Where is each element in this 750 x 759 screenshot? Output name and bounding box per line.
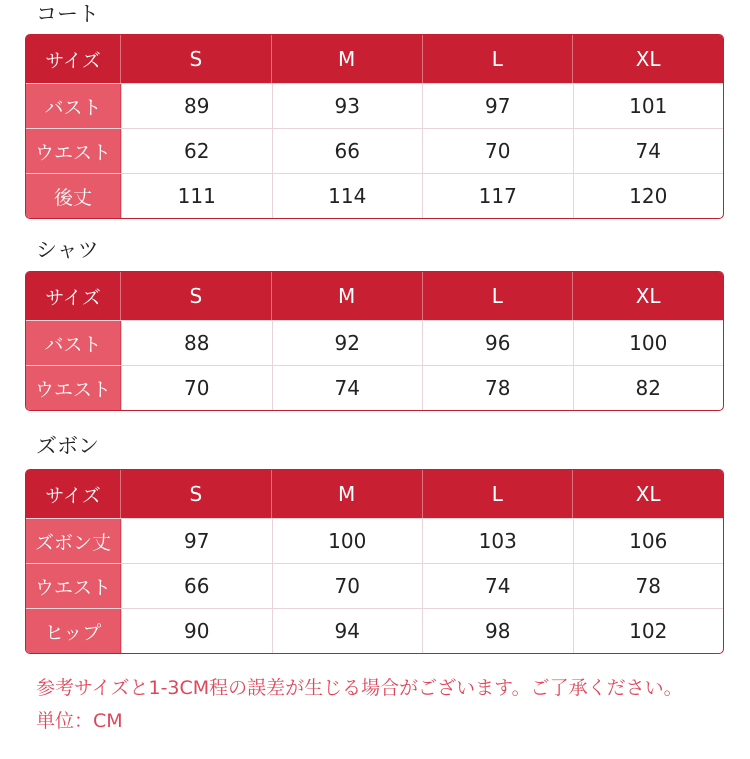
header-size-s: S [189, 284, 203, 308]
table-header-row [26, 470, 723, 518]
table-cell: 74 [573, 129, 724, 173]
table-cell: 100 [573, 321, 724, 365]
table-cell: 78 [422, 366, 573, 410]
table-header-row [26, 272, 723, 320]
row-label: バスト [26, 84, 121, 128]
table-row [26, 128, 723, 173]
table-cell: 94 [272, 609, 423, 653]
table-cell: 92 [272, 321, 423, 365]
table-cell: 82 [573, 366, 724, 410]
table-cell: 97 [121, 519, 272, 563]
header-size-l: L [422, 35, 573, 83]
table-cell: 74 [272, 366, 423, 410]
section-title-shirt: シャツ [36, 238, 99, 262]
header-label-cell: サイズ [26, 272, 121, 320]
table-cell: 78 [573, 564, 724, 608]
row-label: バスト [26, 321, 121, 365]
table-cell: 98 [422, 609, 573, 653]
table-cell: 74 [422, 564, 573, 608]
table-cell: 70 [272, 564, 423, 608]
table-cell: 102 [573, 609, 724, 653]
table-row [26, 320, 723, 365]
table-cell: 120 [573, 174, 724, 218]
table-row [26, 608, 723, 653]
row-label: ズボン丈 [26, 519, 121, 563]
table-cell: 89 [121, 84, 272, 128]
table-cell: 66 [121, 564, 272, 608]
table-cell: 70 [422, 129, 573, 173]
section-title-pants: ズボン [36, 434, 99, 458]
table-cell: 97 [422, 84, 573, 128]
table-cell: 117 [422, 174, 573, 218]
table-cell: 66 [272, 129, 423, 173]
size-disclaimer-note: 参考サイズと1-3CM程の誤差が生じる場合がございます。ご了承ください。 [36, 677, 683, 699]
header-size-l: L [422, 470, 573, 518]
table-cell: 88 [121, 321, 272, 365]
table-cell: 62 [121, 129, 272, 173]
table-cell: 114 [272, 174, 423, 218]
header-size-xl: XL [572, 35, 723, 83]
table-cell: 101 [573, 84, 724, 128]
header-size-l: L [422, 272, 573, 320]
table-cell: 70 [121, 366, 272, 410]
table-row [26, 563, 723, 608]
header-size-m: M [271, 272, 422, 320]
table-cell: 106 [573, 519, 724, 563]
table-row [26, 173, 723, 218]
header-size-xl: XL [572, 272, 723, 320]
row-label: ウエスト [26, 129, 121, 173]
row-label: ウエスト [26, 564, 121, 608]
table-cell: 90 [121, 609, 272, 653]
section-title-coat: コート [36, 2, 99, 26]
header-size-xl: XL [572, 470, 723, 518]
row-label: ヒップ [26, 609, 121, 653]
header-size-s: S [189, 482, 203, 506]
unit-note: 単位：CM [36, 710, 123, 732]
table-row [26, 365, 723, 410]
header-label-cell: サイズ [26, 470, 121, 518]
table-cell: 96 [422, 321, 573, 365]
table-row [26, 518, 723, 563]
table-cell: 111 [121, 174, 272, 218]
header-size-m: M [271, 35, 422, 83]
row-label: 後丈 [26, 174, 121, 218]
table-cell: 100 [272, 519, 423, 563]
header-label-cell: サイズ [26, 35, 121, 83]
header-size-m: M [271, 470, 422, 518]
table-cell: 93 [272, 84, 423, 128]
table-cell: 103 [422, 519, 573, 563]
size-table-coat [25, 34, 724, 219]
table-header-row [26, 35, 723, 83]
table-row [26, 83, 723, 128]
size-table-shirt [25, 271, 724, 411]
header-size-s: S [189, 47, 203, 71]
size-table-pants [25, 469, 724, 654]
row-label: ウエスト [26, 366, 121, 410]
